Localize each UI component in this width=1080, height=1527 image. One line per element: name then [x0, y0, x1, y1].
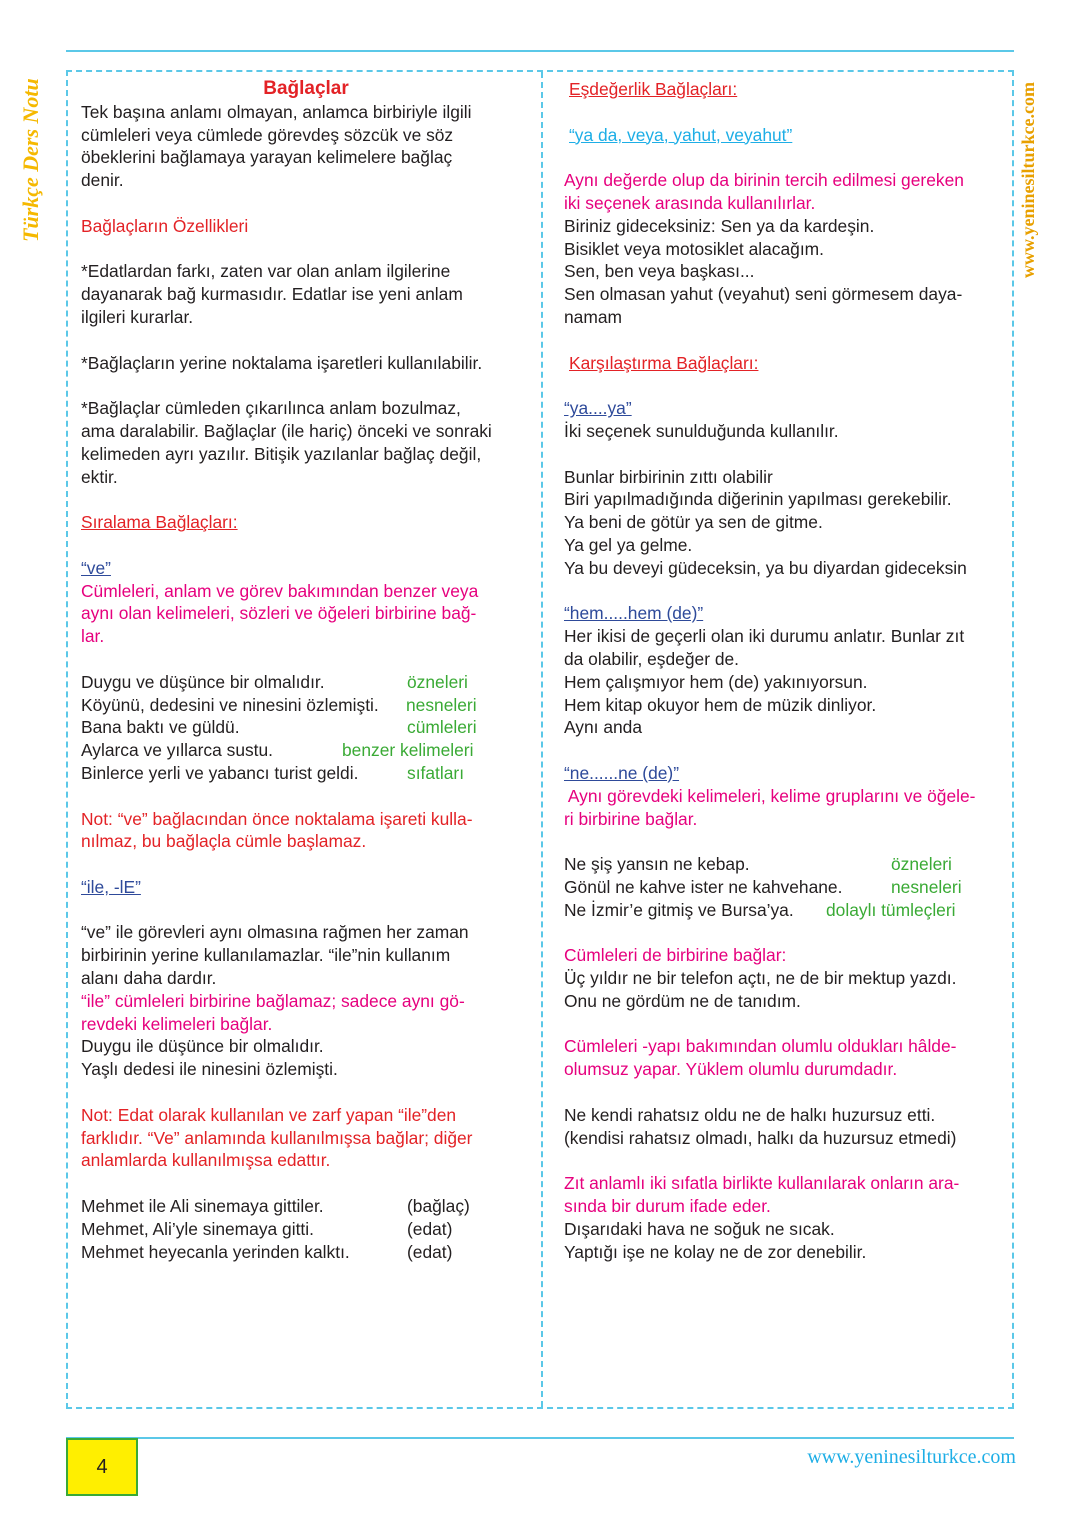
- hem-line: Aynı anda: [564, 717, 643, 738]
- feature-line: *Edatlardan farkı, zaten var olan anlam ilgilerine: [81, 261, 451, 282]
- ile-heading: “ile, -lE”: [81, 876, 141, 897]
- page-title: Bağlaçlar: [263, 78, 349, 99]
- ne-desc-line: ri birbirine bağlar.: [564, 808, 698, 829]
- feature-line: ama daralabilir. Bağlaçlar (ile hariç) önceki ve sonraki: [81, 420, 492, 441]
- example-text: Bana baktı ve güldü.: [81, 717, 240, 738]
- hem-heading: “hem.....hem (de)”: [564, 603, 704, 624]
- karsilastirma-heading: Karşılaştırma Bağlaçları:: [569, 352, 759, 373]
- hem-line: Hem kitap okuyor hem de müzik dinliyor.: [564, 694, 877, 715]
- yaya-example: Ya gel ya gelme.: [564, 534, 693, 555]
- example-note: cümleleri: [407, 717, 477, 738]
- side-url: www.yeninesilturkce.com: [1018, 82, 1038, 278]
- feature-line: *Bağlaçların yerine noktalama işaretleri kullanılabilir.: [81, 352, 483, 373]
- compare-note: (bağlaç): [407, 1196, 470, 1217]
- esdegerlik-example: Sen, ben veya başkası...: [564, 261, 755, 282]
- example-text: Köyünü, dedesini ve ninesini özlemişti.: [81, 694, 379, 715]
- ne-example-row: [564, 899, 1004, 922]
- compare-row: [81, 1195, 531, 1218]
- ne-desc-line: Aynı görevdeki kelimeleri, kelime gruplarını ve öğele-: [564, 785, 976, 806]
- ne-example-row: [564, 853, 1004, 876]
- yaya-example: Ya bu deveyi güdeceksin, ya bu diyardan gideceksin: [564, 557, 967, 578]
- example-text: Binlerce yerli ve yabancı turist geldi.: [81, 762, 359, 783]
- yaya-example: Biri yapılmadığında diğerinin yapılması gerekebilir.: [564, 489, 952, 510]
- feature-line: ektir.: [81, 466, 118, 487]
- example-row: [81, 716, 531, 739]
- yaya-example: Bunlar birbirinin zıttı olabilir: [564, 466, 773, 487]
- olumsuz-example: Ne kendi rahatsız oldu ne de halkı huzursuz etti.: [564, 1104, 936, 1125]
- esdegerlik-desc-line: iki seçenek arasında kullanılırlar.: [564, 192, 816, 213]
- ile-example: Duygu ile düşünce bir olmalıdır.: [81, 1036, 324, 1057]
- intro-line: denir.: [81, 170, 124, 191]
- intro-line: öbeklerini bağlamaya yarayan kelimelere bağlaç: [81, 147, 453, 168]
- feature-line: *Bağlaçlar cümleden çıkarılınca anlam bozulmaz,: [81, 398, 461, 419]
- compare-row: [81, 1241, 531, 1264]
- cumle-example: Üç yıldır ne bir telefon açtı, ne de bir mektup yazdı.: [564, 968, 957, 989]
- ile-pink-line: revdeki kelimeleri bağlar.: [81, 1013, 273, 1034]
- hem-line: da olabilir, eşdeğer de.: [564, 648, 739, 669]
- esdegerlik-desc-line: Aynı değerde olup da birinin tercih edilmesi gereken: [564, 170, 964, 191]
- intro-line: cümleleri veya cümlede görevdeş sözcük ve söz: [81, 124, 454, 145]
- side-title: Türkçe Ders Notu: [18, 78, 43, 242]
- ile-desc-line: “ve” ile görevleri aynı olmasına rağmen her zaman: [81, 922, 469, 943]
- ne-heading: “ne......ne (de)”: [564, 762, 680, 783]
- column-divider: [541, 72, 543, 1407]
- page-number: 4: [66, 1438, 138, 1496]
- ile-note-line: farklıdır. “Ve” anlamında kullanılmışsa bağlar; diğer: [81, 1127, 473, 1148]
- top-rule: [66, 50, 1014, 52]
- esdegerlik-example: Sen olmasan yahut (veyahut) seni görmesem daya-: [564, 284, 963, 305]
- cumle-example: Onu ne gördüm ne de tanıdım.: [564, 990, 801, 1011]
- feature-line: dayanarak bağ kurmasıdır. Edatlar ise yeni anlam: [81, 284, 463, 305]
- ve-desc-line: aynı olan kelimeleri, sözleri ve öğeleri birbirine bağ-: [81, 603, 477, 624]
- zit-desc-line: sında bir durum ifade eder.: [564, 1196, 771, 1217]
- ve-desc-line: Cümleleri, anlam ve görev bakımından benzer veya: [81, 580, 479, 601]
- cumle-heading: Cümleleri de birbirine bağlar:: [564, 945, 787, 966]
- compare-text: Mehmet ile Ali sinemaya gittiler.: [81, 1196, 324, 1217]
- esdegerlik-heading: Eşdeğerlik Bağlaçları:: [569, 79, 738, 99]
- olumsuz-desc-line: olumsuz yapar. Yüklem olumlu durumdadır.: [564, 1059, 898, 1080]
- esdegerlik-list: “ya da, veya, yahut, veyahut”: [569, 124, 793, 145]
- example-text: Ne şiş yansın ne kebap.: [564, 854, 750, 875]
- esdegerlik-example: Bisiklet veya motosiklet alacağım.: [564, 238, 824, 259]
- yaya-heading: “ya....ya”: [564, 398, 632, 419]
- example-row: [81, 762, 531, 785]
- olumsuz-example: (kendisi rahatsız olmadı, halkı da huzursuz etmedi): [564, 1127, 957, 1148]
- ve-note-line: Not: “ve” bağlacından önce noktalama işareti kulla-: [81, 808, 473, 829]
- footer-site[interactable]: www.yeninesilturkce.com: [807, 1446, 1016, 1468]
- compare-row: [81, 1218, 531, 1241]
- example-note: nesneleri: [406, 694, 477, 715]
- ile-pink-line: “ile” cümleleri birbirine bağlamaz; sadece aynı gö-: [81, 990, 465, 1011]
- example-note: özneleri: [407, 671, 468, 692]
- zit-desc-line: Zıt anlamlı iki sıfatla birlikte kullanılarak onların ara-: [564, 1173, 960, 1194]
- ile-desc-line: birbirinin yerine kullanılamazlar. “ile”nin kullanım: [81, 945, 451, 966]
- example-text: Duygu ve düşünce bir olmalıdır.: [81, 671, 325, 692]
- ne-example-row: [564, 876, 1004, 899]
- example-row: [81, 694, 531, 717]
- example-row: [81, 671, 531, 694]
- example-note: sıfatları: [407, 762, 465, 783]
- right-column: [564, 78, 1004, 1263]
- hem-line: Her ikisi de geçerli olan iki durumu anlatır. Bunlar zıt: [564, 626, 965, 647]
- left-column: [81, 78, 531, 1263]
- ile-note-line: Not: Edat olarak kullanılan ve zarf yapan “ile”den: [81, 1104, 457, 1125]
- siralama-heading: Sıralama Bağlaçları:: [81, 512, 238, 533]
- yaya-example: Ya beni de götür ya sen de gitme.: [564, 512, 823, 533]
- hem-line: Hem çalışmıyor hem (de) yakınıyorsun.: [564, 671, 868, 692]
- esdegerlik-example: namam: [564, 306, 622, 327]
- ve-note-line: nılmaz, bu bağlaçla cümle başlamaz.: [81, 831, 367, 852]
- example-note: benzer kelimeleri: [342, 740, 474, 761]
- example-text: Ne İzmir’e gitmiş ve Bursa’ya.: [564, 899, 794, 920]
- compare-note: (edat): [407, 1241, 453, 1262]
- feature-line: kelimeden ayrı yazılır. Bitişik yazılanlar bağlaç değil,: [81, 443, 482, 464]
- zit-example: Dışarıdaki hava ne soğuk ne sıcak.: [564, 1218, 835, 1239]
- intro-line: Tek başına anlamı olmayan, anlamca birbiriyle ilgili: [81, 101, 472, 122]
- olumsuz-desc-line: Cümleleri -yapı bakımından olumlu oldukları hâlde-: [564, 1036, 957, 1057]
- example-text: Aylarca ve yıllarca sustu.: [81, 740, 274, 761]
- example-note: dolaylı tümleçleri: [826, 899, 956, 920]
- esdegerlik-example: Biriniz gideceksiniz: Sen ya da kardeşin.: [564, 215, 875, 236]
- bottom-rule: [66, 1437, 1014, 1439]
- ile-desc-line: alanı daha dardır.: [81, 968, 217, 989]
- features-heading: Bağlaçların Özellikleri: [81, 215, 249, 236]
- example-text: Gönül ne kahve ister ne kahvehane.: [564, 876, 843, 897]
- compare-text: Mehmet heyecanla yerinden kalktı.: [81, 1241, 350, 1262]
- zit-example: Yaptığı işe ne kolay ne de zor denebilir.: [564, 1241, 867, 1262]
- ve-heading: “ve”: [81, 557, 111, 578]
- example-note: nesneleri: [891, 876, 962, 897]
- compare-text: Mehmet, Ali’yle sinemaya gitti.: [81, 1218, 314, 1239]
- feature-line: ilgileri kurarlar.: [81, 306, 194, 327]
- ve-desc-line: lar.: [81, 626, 105, 647]
- example-note: özneleri: [891, 854, 952, 875]
- compare-note: (edat): [407, 1218, 453, 1239]
- ile-example: Yaşlı dedesi ile ninesini özlemişti.: [81, 1059, 338, 1080]
- yaya-desc: İki seçenek sunulduğunda kullanılır.: [564, 420, 839, 441]
- ile-note-line: anlamlarda kullanılmışsa edattır.: [81, 1150, 331, 1171]
- example-row: [81, 739, 531, 762]
